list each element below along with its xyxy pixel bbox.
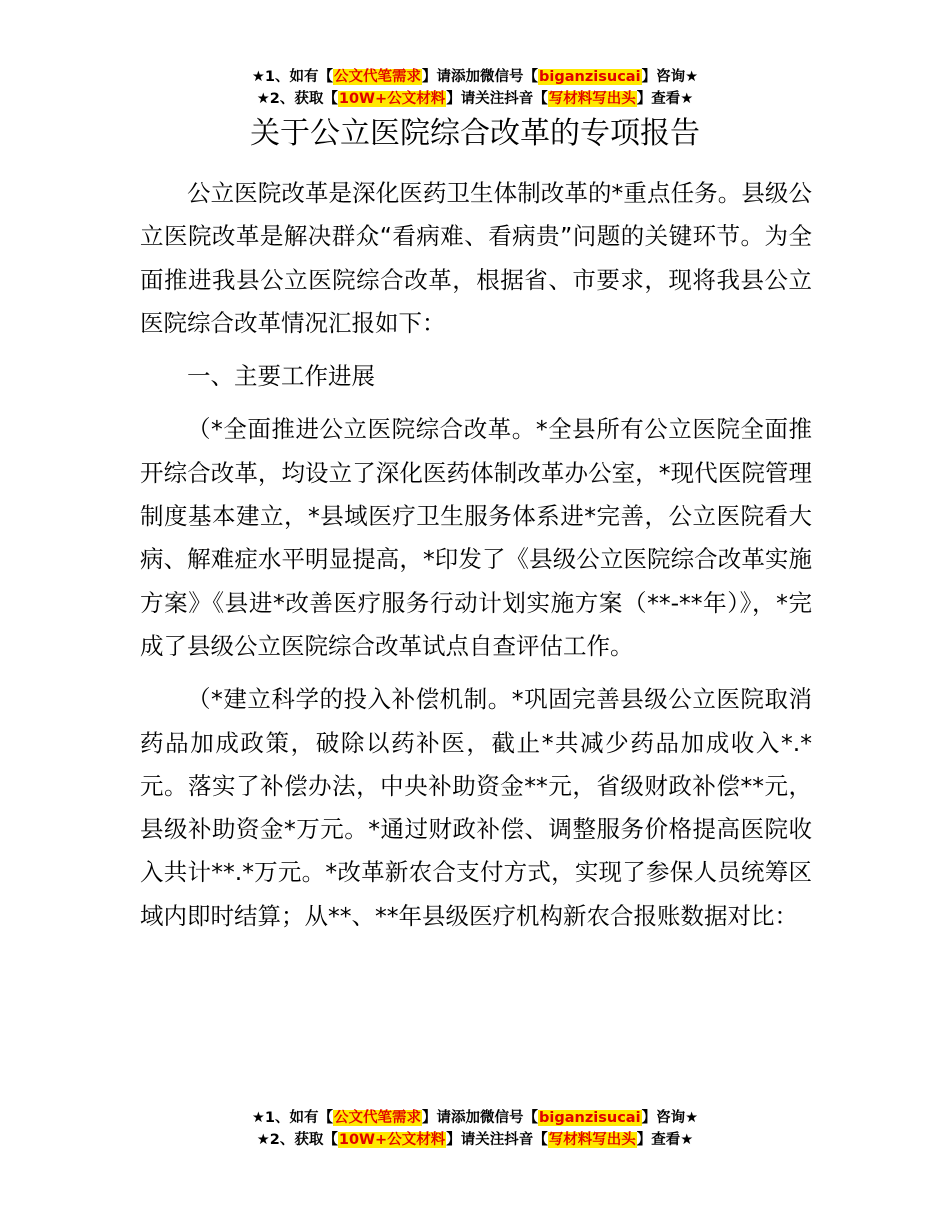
banner-text: ★1、如有【 — [251, 69, 334, 85]
paragraph-item-2: （*建立科学的投入补偿机制。*巩固完善县级公立医院取消药品加成政策，破除以药补医，截止*共减少药品加成收入*.*元。落实了补偿办法，中央补助资金**元，省级财政补偿**元，县级补助资金*万元。*通过财政补偿、调整服务价格提高医院收入共计**.*万元。*改革新农合支付方式，实现了参保人员统筹区域内即时结算；从**、**年县级医疗机构新农合报账数据对比： — [140, 685, 812, 930]
banner-text: 】请关注抖音【 — [446, 1132, 548, 1148]
banner-highlight: 写材料写出头 — [548, 1132, 636, 1148]
banner-highlight: 10W+公文材料 — [338, 1132, 446, 1148]
banner-line-2 — [0, 1129, 950, 1151]
banner-text: ★2、获取【 — [256, 1132, 338, 1148]
paragraph-item-1: （*全面推进公立医院综合改革。*全县所有公立医院全面推开综合改革，均设立了深化医药体制改革办公室，*现代医院管理制度基本建立，*县域医疗卫生服务体系进*完善，公立医院看大病、解难症水平明显提高，*印发了《县级公立医院综合改革实施方案》《县进*改善医疗服务行动计划实施方案（**-**年）》，*完成了县级公立医院综合改革试点自查评估工作。 — [140, 415, 812, 660]
banner-highlight: biganzisucai — [539, 69, 641, 85]
banner-text: 】查看★ — [636, 1132, 694, 1148]
banner-highlight: 公文代笔需求 — [334, 1110, 422, 1126]
banner-text: ★2、获取【 — [256, 91, 338, 107]
document-title: 关于公立医院综合改革的专项报告 — [250, 116, 700, 151]
section-heading: 一、主要工作进展 — [187, 362, 375, 391]
banner-highlight: 公文代笔需求 — [334, 69, 422, 85]
banner-text: 】请添加微信号【 — [422, 69, 539, 85]
paragraph-intro: 公立医院改革是深化医药卫生体制改革的*重点任务。县级公立医院改革是解决群众“看病难、看病贵”问题的关键环节。为全面推进我县公立医院综合改革，根据省、市要求，现将我县公立医院综合改革情况汇报如下： — [140, 179, 812, 337]
banner-highlight: 写材料写出头 — [548, 91, 636, 107]
banner-text: ★1、如有【 — [251, 1110, 334, 1126]
banner-line-1 — [0, 66, 950, 88]
footer-banner — [0, 1107, 950, 1151]
banner-text: 】请关注抖音【 — [446, 91, 548, 107]
banner-text: 】请添加微信号【 — [422, 1110, 539, 1126]
banner-line-1 — [0, 1107, 950, 1129]
banner-highlight: biganzisucai — [539, 1110, 641, 1126]
header-banner — [0, 66, 950, 110]
banner-text: 】咨询★ — [641, 69, 699, 85]
banner-line-2 — [0, 88, 950, 110]
banner-text: 】咨询★ — [641, 1110, 699, 1126]
banner-highlight: 10W+公文材料 — [338, 91, 446, 107]
document-body — [140, 172, 812, 938]
banner-text: 】查看★ — [636, 91, 694, 107]
